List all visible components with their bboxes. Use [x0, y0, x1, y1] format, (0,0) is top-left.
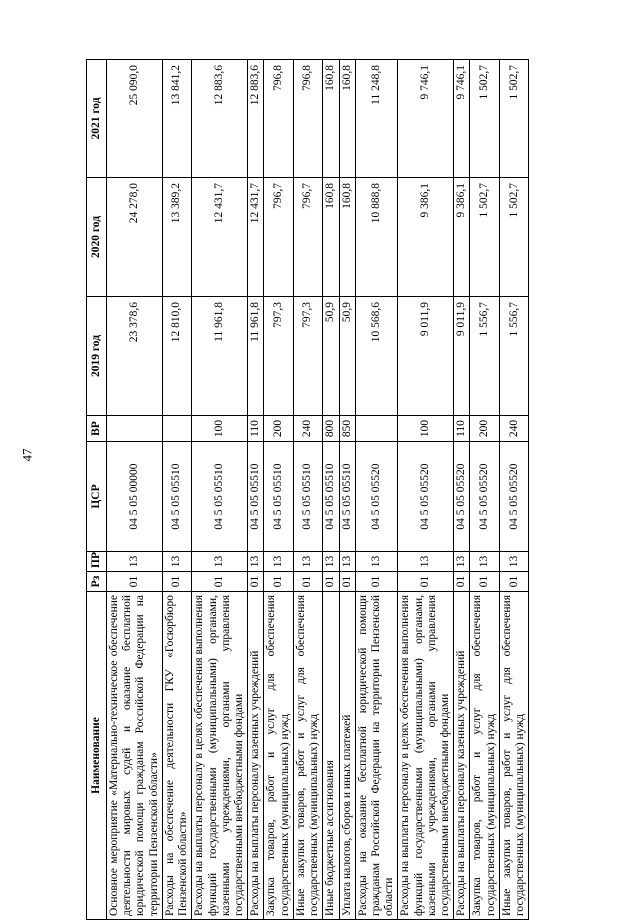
row-rz-cell: 01 [454, 572, 470, 592]
row-name-cell: Уплата налогов, сборов и иных платежей [339, 592, 355, 920]
row-csr-cell: 04 5 05 05520 [470, 442, 499, 552]
row-vr-cell: 200 [470, 416, 499, 442]
row-2019-cell: 50,9 [339, 297, 355, 416]
row-2019-cell: 9 011,9 [454, 297, 470, 416]
row-name-cell: Закупка товаров, работ и услуг для обеспечения государственных (муниципальных) нужд [264, 592, 293, 920]
table-header-row [87, 60, 107, 920]
row-name-cell: Расходы на обеспечение деятельности ГКУ «Госюрбюро Пензенской области» [162, 592, 191, 920]
row-vr-cell: 100 [192, 416, 248, 442]
row-vr-cell [162, 416, 191, 442]
header-csr: ЦСР [87, 442, 107, 552]
row-name-cell: Расходы на выплаты персоналу в целях обеспечения выполнения функций государственными (муниципальными) органами, казенными учреждениями, органами управления государственными внебюджетными фондами [192, 592, 248, 920]
row-pr-cell: 13 [323, 552, 339, 572]
row-vr-cell: 200 [264, 416, 293, 442]
row-name-cell: Основное мероприятие «Материально-техническое обеспечение деятельности мировых судей и оказание бесплатной юридической помощи гражданам Российской Федерации на территории Пензенской области» [107, 592, 163, 920]
row-2019-cell: 11 961,8 [248, 297, 264, 416]
row-2021-cell: 9 746,1 [454, 60, 470, 178]
row-pr-cell: 13 [293, 552, 322, 572]
table-row [323, 60, 339, 920]
row-2020-cell: 1 502,7 [470, 178, 499, 297]
row-2021-cell: 11 248,8 [355, 60, 398, 178]
row-2020-cell: 9 386,1 [454, 178, 470, 297]
row-2020-cell: 9 386,1 [398, 178, 454, 297]
table-row [162, 60, 191, 920]
row-rz-cell: 01 [162, 572, 191, 592]
row-rz-cell: 01 [355, 572, 398, 592]
row-csr-cell: 04 5 05 05510 [162, 442, 191, 552]
table-row [355, 60, 398, 920]
row-2021-cell: 13 841,2 [162, 60, 191, 178]
header-name: Наименование [87, 592, 107, 920]
row-rz-cell: 01 [339, 572, 355, 592]
table-row [499, 60, 528, 920]
row-2019-cell: 797,3 [264, 297, 293, 416]
row-vr-cell: 110 [454, 416, 470, 442]
row-rz-cell: 01 [264, 572, 293, 592]
row-name-cell: Расходы на выплаты персоналу казенных учреждений [454, 592, 470, 920]
row-name-cell: Закупка товаров, работ и услуг для обеспечения государственных (муниципальных) нужд [470, 592, 499, 920]
row-rz-cell: 01 [499, 572, 528, 592]
table-row [264, 60, 293, 920]
row-pr-cell: 13 [248, 552, 264, 572]
row-2019-cell: 23 378,6 [107, 297, 163, 416]
row-2020-cell: 160,8 [339, 178, 355, 297]
row-csr-cell: 04 5 05 05510 [339, 442, 355, 552]
row-2019-cell: 1 556,7 [470, 297, 499, 416]
table-row [454, 60, 470, 920]
header-vr: ВР [87, 416, 107, 442]
row-name-cell: Иные закупки товаров, работ и услуг для обеспечения государственных (муниципальных) нужд [499, 592, 528, 920]
row-2020-cell: 160,8 [323, 178, 339, 297]
row-pr-cell: 13 [339, 552, 355, 572]
row-2021-cell: 796,8 [293, 60, 322, 178]
row-2020-cell: 24 278,0 [107, 178, 163, 297]
row-2020-cell: 13 389,2 [162, 178, 191, 297]
row-vr-cell: 240 [499, 416, 528, 442]
header-2020: 2020 год [87, 178, 107, 297]
header-2021: 2021 год [87, 60, 107, 178]
row-pr-cell: 13 [264, 552, 293, 572]
row-2021-cell: 12 883,6 [192, 60, 248, 178]
row-2021-cell: 1 502,7 [470, 60, 499, 178]
row-rz-cell: 01 [470, 572, 499, 592]
budget-table [86, 59, 529, 920]
row-csr-cell: 04 5 05 05520 [499, 442, 528, 552]
row-2021-cell: 25 090,0 [107, 60, 163, 178]
row-rz-cell: 01 [398, 572, 454, 592]
header-rz: Рз [87, 572, 107, 592]
row-2019-cell: 50,9 [323, 297, 339, 416]
row-2019-cell: 10 568,6 [355, 297, 398, 416]
row-2021-cell: 160,8 [323, 60, 339, 178]
rotated-table-container [86, 60, 556, 920]
row-csr-cell: 04 5 05 00000 [107, 442, 163, 552]
row-vr-cell: 110 [248, 416, 264, 442]
row-name-cell: Иные бюджетные ассигнования [323, 592, 339, 920]
row-2019-cell: 1 556,7 [499, 297, 528, 416]
row-vr-cell [355, 416, 398, 442]
row-2021-cell: 796,8 [264, 60, 293, 178]
table-row [470, 60, 499, 920]
row-pr-cell: 13 [499, 552, 528, 572]
row-rz-cell: 01 [107, 572, 163, 592]
row-vr-cell [107, 416, 163, 442]
row-2020-cell: 796,7 [293, 178, 322, 297]
row-rz-cell: 01 [192, 572, 248, 592]
row-2020-cell: 10 888,8 [355, 178, 398, 297]
row-csr-cell: 04 5 05 05510 [293, 442, 322, 552]
row-vr-cell: 100 [398, 416, 454, 442]
row-pr-cell: 13 [355, 552, 398, 572]
row-pr-cell: 13 [192, 552, 248, 572]
row-csr-cell: 04 5 05 05520 [398, 442, 454, 552]
row-2020-cell: 12 431,7 [248, 178, 264, 297]
table-row [107, 60, 163, 920]
row-vr-cell: 850 [339, 416, 355, 442]
row-csr-cell: 04 5 05 05510 [323, 442, 339, 552]
row-csr-cell: 04 5 05 05510 [192, 442, 248, 552]
row-rz-cell: 01 [293, 572, 322, 592]
row-csr-cell: 04 5 05 05520 [355, 442, 398, 552]
row-2021-cell: 12 883,6 [248, 60, 264, 178]
table-row [192, 60, 248, 920]
row-2019-cell: 12 810,0 [162, 297, 191, 416]
row-2020-cell: 796,7 [264, 178, 293, 297]
header-2019: 2019 год [87, 297, 107, 416]
row-vr-cell: 800 [323, 416, 339, 442]
row-2020-cell: 12 431,7 [192, 178, 248, 297]
table-row [398, 60, 454, 920]
row-name-cell: Расходы на выплаты персоналу казенных учреждений [248, 592, 264, 920]
row-name-cell: Расходы на оказание бесплатной юридической помощи гражданам Российской Федерации на территории Пензенской области [355, 592, 398, 920]
table-row [339, 60, 355, 920]
row-rz-cell: 01 [323, 572, 339, 592]
header-pr: ПР [87, 552, 107, 572]
row-2020-cell: 1 502,7 [499, 178, 528, 297]
row-name-cell: Иные закупки товаров, работ и услуг для обеспечения государственных (муниципальных) нужд [293, 592, 322, 920]
row-vr-cell: 240 [293, 416, 322, 442]
row-pr-cell: 13 [454, 552, 470, 572]
row-csr-cell: 04 5 05 05510 [264, 442, 293, 552]
row-2021-cell: 9 746,1 [398, 60, 454, 178]
row-2019-cell: 9 011,9 [398, 297, 454, 416]
row-2019-cell: 11 961,8 [192, 297, 248, 416]
row-2019-cell: 797,3 [293, 297, 322, 416]
row-csr-cell: 04 5 05 05520 [454, 442, 470, 552]
row-rz-cell: 01 [248, 572, 264, 592]
row-2021-cell: 160,8 [339, 60, 355, 178]
table-row [248, 60, 264, 920]
row-csr-cell: 04 5 05 05510 [248, 442, 264, 552]
row-pr-cell: 13 [107, 552, 163, 572]
row-2021-cell: 1 502,7 [499, 60, 528, 178]
row-pr-cell: 13 [162, 552, 191, 572]
row-name-cell: Расходы на выплаты персоналу в целях обеспечения выполнения функций государственными (муниципальными) органами, казенными учреждениями, органами управления государственными внебюджетными фондами [398, 592, 454, 920]
page-number: 47 [19, 448, 35, 462]
table-row [293, 60, 322, 920]
row-pr-cell: 13 [398, 552, 454, 572]
row-pr-cell: 13 [470, 552, 499, 572]
